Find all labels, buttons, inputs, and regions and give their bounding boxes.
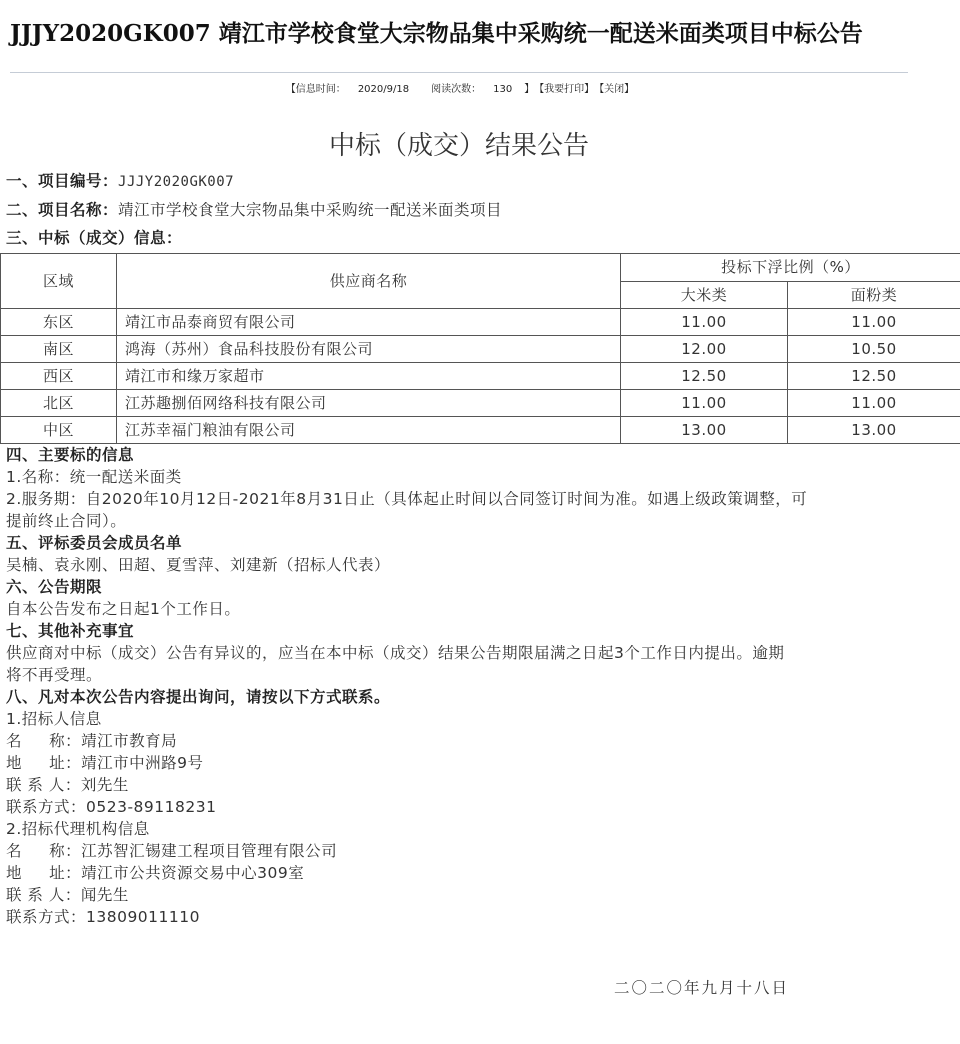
table-row	[1, 309, 960, 336]
cell-supplier: 靖江市和缘万家超市	[117, 363, 621, 390]
cell-rice-rate: 12.00	[621, 336, 788, 363]
tenderer-name: 名 称：靖江市教育局	[6, 732, 178, 750]
cell-supplier: 江苏趣捌佰网络科技有限公司	[117, 390, 621, 417]
read-count-value: 130	[493, 84, 513, 95]
info-time-label: 【信息时间：	[285, 84, 346, 95]
project-name-value: 靖江市学校食堂大宗物品集中采购统一配送米面类项目	[118, 201, 503, 219]
project-name-label: 二、项目名称：	[6, 201, 119, 219]
award-info-heading: 三、中标（成交）信息：	[6, 229, 183, 247]
cell-rice-rate: 12.50	[621, 363, 788, 390]
table-row	[1, 417, 960, 444]
section6-line1: 自本公告发布之日起1个工作日。	[6, 600, 241, 618]
cell-region: 东区	[1, 309, 117, 336]
cell-flour-rate: 12.50	[788, 363, 960, 390]
sign-date: 二〇二〇年九月十八日	[614, 979, 790, 997]
agency-phone: 联系方式：13809011110	[6, 908, 200, 926]
project-number-value: JJJY2020GK007	[118, 174, 235, 190]
cell-region: 中区	[1, 417, 117, 444]
project-number-label: 一、项目编号：	[6, 172, 119, 190]
cell-flour-rate: 10.50	[788, 336, 960, 363]
section7-line1: 供应商对中标（成交）公告有异议的，应当在本中标（成交）结果公告期限届满之日起3个工作日内提出。逾期	[6, 644, 785, 662]
section4-line3: 提前终止合同）。	[6, 512, 127, 530]
print-link[interactable]: 【我要打印】	[534, 84, 595, 95]
header-rate-group: 投标下浮比例（%）	[621, 254, 960, 282]
cell-rice-rate: 11.00	[621, 309, 788, 336]
table-row	[1, 363, 960, 390]
cell-region: 西区	[1, 363, 117, 390]
header-supplier: 供应商名称	[117, 254, 621, 309]
cell-supplier: 靖江市品泰商贸有限公司	[117, 309, 621, 336]
agency-name: 名 称：江苏智汇锡建工程项目管理有限公司	[6, 842, 338, 860]
cell-supplier: 鸿海（苏州）食品科技股份有限公司	[117, 336, 621, 363]
project-name-line	[6, 199, 502, 221]
title-divider	[10, 72, 908, 73]
info-time-value: 2020/9/18	[357, 84, 410, 95]
section8-heading: 八、凡对本次公告内容提出询问，请按以下方式联系。	[6, 688, 391, 706]
meta-bar	[0, 82, 920, 98]
result-heading: 中标（成交）结果公告	[328, 131, 589, 161]
section4-heading: 四、主要标的信息	[6, 446, 135, 464]
section5-heading: 五、评标委员会成员名单	[6, 534, 183, 552]
section4-line2: 2.服务期：自2020年10月12日-2021年8月31日止（具体起止时间以合同签订时间为准。如遇上级政策调整，可	[6, 490, 808, 508]
header-flour: 面粉类	[788, 281, 960, 309]
cell-region: 南区	[1, 336, 117, 363]
section6-heading: 六、公告期限	[6, 578, 103, 596]
cell-flour-rate: 11.00	[788, 309, 960, 336]
section5-line1: 吴楠、袁永刚、田超、夏雪萍、刘建新（招标人代表）	[6, 556, 391, 574]
cell-flour-rate: 11.00	[788, 390, 960, 417]
cell-region: 北区	[1, 390, 117, 417]
table-row	[1, 390, 960, 417]
tenderer-phone: 联系方式：0523-89118231	[6, 798, 217, 816]
cell-rice-rate: 11.00	[621, 390, 788, 417]
tenderer-title: 1.招标人信息	[6, 710, 102, 728]
read-count-label: 阅读次数：	[431, 84, 482, 95]
header-rice: 大米类	[621, 281, 788, 309]
section7-heading: 七、其他补充事宜	[6, 622, 135, 640]
section7-line2: 将不再受理。	[6, 666, 103, 684]
tenderer-address: 地 址：靖江市中洲路9号	[6, 754, 204, 772]
section4-line1: 1.名称：统一配送米面类	[6, 468, 182, 486]
project-number-line	[6, 170, 234, 193]
agency-address: 地 址：靖江市公共资源交易中心309室	[6, 864, 305, 882]
cell-supplier: 江苏幸福门粮油有限公司	[117, 417, 621, 444]
agency-title: 2.招标代理机构信息	[6, 820, 150, 838]
close-link[interactable]: 【关闭】	[594, 84, 635, 95]
agency-contact: 联 系 人：闻先生	[6, 886, 129, 904]
page-title: JJJY2020GK007 靖江市学校食堂大宗物品集中采购统一配送米面类项目中标公告	[10, 20, 863, 47]
award-table	[0, 253, 960, 444]
read-count-close: 】	[524, 84, 535, 95]
tenderer-contact: 联 系 人：刘先生	[6, 776, 129, 794]
table-row	[1, 336, 960, 363]
header-region: 区域	[1, 254, 117, 309]
table-header-row	[1, 254, 960, 282]
cell-rice-rate: 13.00	[621, 417, 788, 444]
cell-flour-rate: 13.00	[788, 417, 960, 444]
